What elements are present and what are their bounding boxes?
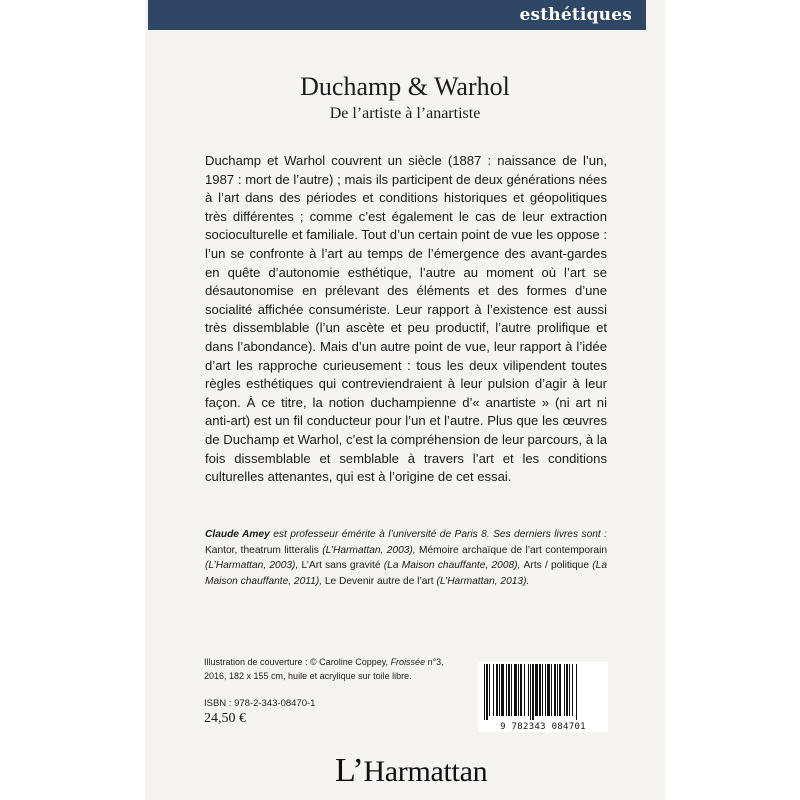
barcode-bar xyxy=(524,664,525,716)
blurb-text: Duchamp et Warhol couvrent un siècle (1887 : naissance de l’un, 1987 : mort de l’autre) ; mais ils participent de deux générations nées à l’art dans des périodes et conditions historiques et géopolitiques très différentes ; comme c’est également le cas de leur extraction socioculturelle et familiale. Tout d’un certain point de vue les oppose : l’un se confronte à l’art au temps de l’émergence des avant-gardes en quête d’autonomie esthétique, l’autre au moment où l’art se désautonomise en prélevant des éléments et des formes d’une socialité affichée consumériste. Leur rapport à l’existence est aussi très dissemblable (l’un ascète et peu productif, l’autre prolifique et dans l’abondance). Mais d’un autre point de vue, leur rapport à l’idée d’art les rapproche curieusement : tous les deux vilipendent toutes règles esthétiques qui contreviendraient à leur pulsion d’agir à leur façon. À ce titre, la notion duchampienne d’« anartiste » (ni art ni anti-art) est un fil conducteur pour l’un et l’autre. Plus que les œuvres de Duchamp et Warhol, c’est la compréhension de leur parcours, à la fois dissemblable et semblable à travers l’art et les conditions culturelles attenantes, qui est à l’origine de cet essai. xyxy=(205,153,607,485)
barcode-bar xyxy=(551,664,552,716)
barcode-bar xyxy=(506,664,507,716)
barcode-bar xyxy=(547,664,550,716)
barcode-bar xyxy=(501,664,504,716)
barcode-bar xyxy=(528,664,529,716)
barcode-bar xyxy=(493,664,494,716)
barcode-bar xyxy=(542,664,543,716)
price: 24,50 € xyxy=(204,711,246,726)
barcode-bar xyxy=(564,664,565,716)
barcode-bar xyxy=(518,664,519,716)
isbn: ISBN : 978-2-343-08470-1 xyxy=(204,698,316,709)
barcode-bar xyxy=(508,664,510,716)
barcode-bar xyxy=(511,664,512,716)
publisher-name: Harmattan xyxy=(363,755,488,788)
barcode-bar xyxy=(566,664,568,716)
book-subtitle: De l’artiste à l’anartiste xyxy=(329,105,481,122)
barcode-bar xyxy=(557,664,558,716)
credit-prefix: Illustration de couverture : © Caroline Coppey, xyxy=(204,657,391,667)
barcode-bar xyxy=(539,664,541,716)
barcode-bar xyxy=(576,664,577,720)
book-ref-5: Le Devenir autre de l’art xyxy=(324,575,437,587)
author-intro: est professeur émérite à l’université de Paris 8. Ses derniers livres sont : xyxy=(269,529,607,540)
book-pub-3: (La Maison chauffante, 2008), xyxy=(383,560,524,572)
cover-credit xyxy=(204,656,454,683)
publisher-logo xyxy=(335,752,487,790)
barcode-bar xyxy=(496,664,498,716)
series-label: esthétiques xyxy=(519,5,632,25)
barcode-bar xyxy=(499,664,500,716)
barcode-bar xyxy=(559,664,561,716)
barcode-bar xyxy=(489,664,490,716)
barcode-bars xyxy=(478,662,608,720)
barcode-bar xyxy=(484,664,485,720)
barcode-digits: 9 782343 084701 xyxy=(500,722,586,732)
barcode-bar xyxy=(486,664,488,720)
barcode-bar xyxy=(514,664,517,716)
book-pub-1: (L’Harmattan, 2003), xyxy=(322,544,420,556)
author-name: Claude Amey xyxy=(205,529,270,540)
barcode-bar xyxy=(535,664,538,716)
book-title: Duchamp & Warhol xyxy=(300,72,510,101)
barcode-bar xyxy=(520,664,522,716)
barcode-bar xyxy=(554,664,556,716)
credit-work: Froissée xyxy=(390,657,426,667)
book-pub-5: (L’Harmattan, 2013). xyxy=(436,575,530,587)
book-ref-1: Kantor, theatrum litteralis xyxy=(205,544,323,556)
book-pub-2: (L’Harmattan, 2003), xyxy=(205,560,302,572)
barcode-bar xyxy=(532,664,534,720)
book-ref-2: Mémoire archaïque de l’art contemporain xyxy=(419,544,608,556)
book-ref-4: Arts / politique xyxy=(523,560,593,572)
publisher-prefix: L’ xyxy=(335,752,364,789)
barcode-bar xyxy=(572,664,573,716)
barcode-bar xyxy=(530,664,531,720)
book-pub-4: (La Maison chauffante, 2011), xyxy=(205,560,607,587)
author-bio xyxy=(205,527,607,589)
credit-rest: n°3, 2016, 182 x 155 cm, huile et acrylique sur toile libre. xyxy=(204,657,444,681)
barcode xyxy=(478,662,608,732)
barcode-bar xyxy=(569,664,570,716)
barcode-bar xyxy=(545,664,546,716)
series-band xyxy=(148,0,646,30)
book-ref-3: L’Art sans gravité xyxy=(301,560,384,572)
